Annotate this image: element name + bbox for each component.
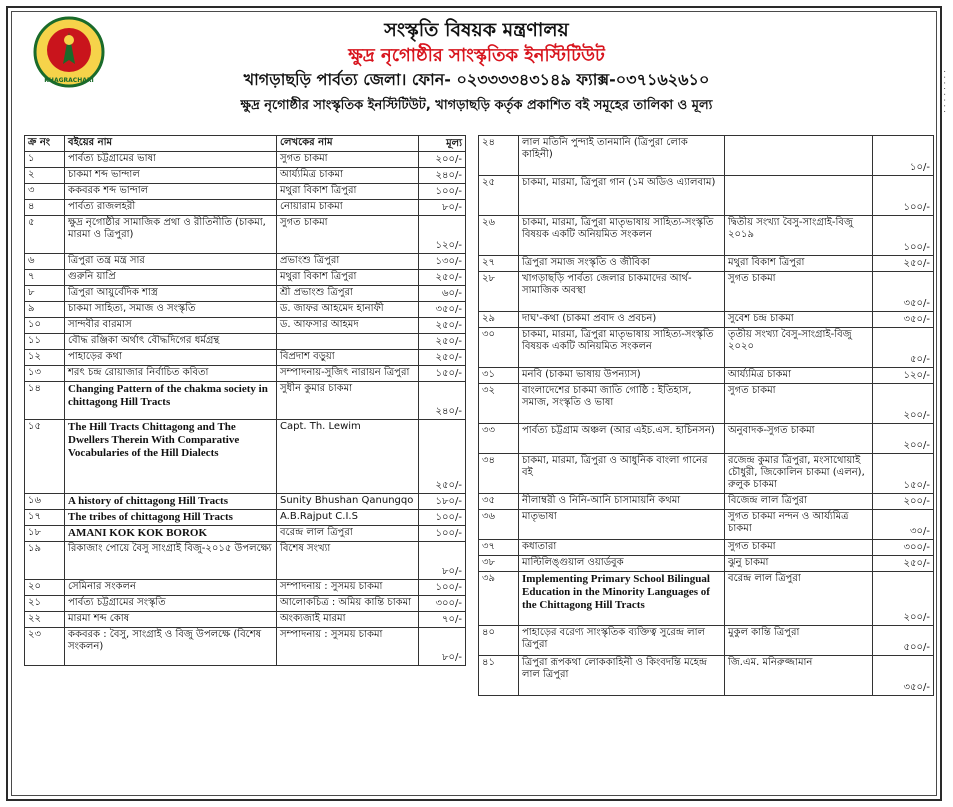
- book-title: দাঘ'-কথা (চাকমা প্রবাদ ও প্রবচন): [519, 312, 725, 328]
- book-title: ত্রিপুরা সমাজ সংস্কৃতি ও জীবিকা: [519, 256, 725, 272]
- serial-number: ২৩: [25, 628, 65, 666]
- table-row: [25, 318, 466, 334]
- table-row: [25, 526, 466, 542]
- book-title: Implementing Primary School Bilingual Education in the Minority Languages of the Chittagong Hill Tracts: [519, 572, 725, 626]
- book-title: পার্বত্য চট্টগ্রামের সংস্কৃতি: [65, 596, 277, 612]
- book-price: ২০০/-: [419, 152, 466, 168]
- book-author: রজেন্দ্র কুমার ত্রিপুরা, মংসাথোয়াই চৌধুরী, জিকোলিন চাকমা (এলন), রুলুক চাকমা: [725, 454, 873, 494]
- serial-number: ৩৬: [479, 510, 519, 540]
- table-row: [25, 366, 466, 382]
- book-author: সুগত চাকমা: [725, 384, 873, 424]
- book-author: Capt. Th. Lewim: [277, 420, 419, 494]
- book-author: সুগত চাকমা: [725, 272, 873, 312]
- book-author: সুগত চাকমা: [277, 152, 419, 168]
- serial-number: ১৩: [25, 366, 65, 382]
- serial-number: ৩৩: [479, 424, 519, 454]
- book-author: [725, 136, 873, 176]
- book-title: পাহাড়ের বরেণ্য সাংস্কৃতিক ব্যক্তিত্ব সুরেন্দ্র লাল ত্রিপুরা: [519, 626, 725, 656]
- table-row: [479, 556, 934, 572]
- serial-number: ২৯: [479, 312, 519, 328]
- table-row: [25, 542, 466, 580]
- book-author: বরেন্দ্র লাল ত্রিপুরা: [725, 572, 873, 626]
- book-title: ককবরক : বৈসু, সাংগ্রাই ও বিজু উপলক্ষে (বিশেষ সংকলন): [65, 628, 277, 666]
- book-author: আর্য্যমিত্র চাকমা: [725, 368, 873, 384]
- book-title: শরৎ চন্দ্র রোয়াজার নির্বাচিত কবিতা: [65, 366, 277, 382]
- table-row: [25, 184, 466, 200]
- book-price: ১০০/-: [419, 526, 466, 542]
- serial-number: ৩১: [479, 368, 519, 384]
- table-row: [479, 368, 934, 384]
- serial-number: ৩০: [479, 328, 519, 368]
- ministry-title: সংস্কৃতি বিষয়ক মন্ত্রণালয়: [384, 19, 569, 41]
- book-title: চাকমা, মারমা, ত্রিপুরা মাতৃভাষায় সাহিত্য-সংস্কৃতি বিষয়ক একটি অনিয়মিত সংকলন: [519, 328, 725, 368]
- book-author: ঝুনু চাকমা: [725, 556, 873, 572]
- book-author: [725, 176, 873, 216]
- book-price: ১২০/-: [873, 368, 934, 384]
- book-title: চাকমা শব্দ ভান্দাল: [65, 168, 277, 184]
- book-author: বরেন্দ্র লাল ত্রিপুরা: [277, 526, 419, 542]
- book-price: ৫০/-: [873, 328, 934, 368]
- book-title: মাতৃভাষা: [519, 510, 725, 540]
- table-row: [25, 168, 466, 184]
- book-title: ত্রিপুরা তন্ত্র মন্ত্র সার: [65, 254, 277, 270]
- table-row: [479, 272, 934, 312]
- book-price: ২৫০/-: [419, 420, 466, 494]
- book-author: সুগত চাকমা: [725, 540, 873, 556]
- book-price: ৩০০/-: [419, 596, 466, 612]
- table-row: [479, 256, 934, 272]
- serial-number: ৩৭: [479, 540, 519, 556]
- table-row: [479, 454, 934, 494]
- serial-number: ২৪: [479, 136, 519, 176]
- table-row: [479, 312, 934, 328]
- table-row: [25, 216, 466, 254]
- column-header-price: মূল্য: [419, 136, 466, 152]
- book-author: মথুরা বিকাশ ত্রিপুরা: [725, 256, 873, 272]
- serial-number: ২১: [25, 596, 65, 612]
- serial-number: ১৬: [25, 494, 65, 510]
- book-author: সম্পাদনায় : সুসময় চাকমা: [277, 580, 419, 596]
- serial-number: ১০: [25, 318, 65, 334]
- book-price: ৬০/-: [419, 286, 466, 302]
- book-title: পাহাড়ের কথা: [65, 350, 277, 366]
- book-author: Sunity Bhushan Qanungqo: [277, 494, 419, 510]
- table-row: [479, 540, 934, 556]
- serial-number: ৪১: [479, 656, 519, 696]
- book-title: The tribes of chittagong Hill Tracts: [65, 510, 277, 526]
- column-header-title: বইয়ের নাম: [65, 136, 277, 152]
- serial-number: ২: [25, 168, 65, 184]
- book-price: ১৫০/-: [419, 366, 466, 382]
- table-row: [25, 302, 466, 318]
- book-title: মনবি (চাকমা ভাষায় উপন্যাস): [519, 368, 725, 384]
- table-row: [479, 424, 934, 454]
- book-title: চাকমা, মারমা, ত্রিপুরা মাতৃভাষায় সাহিত্য-সংস্কৃতি বিষয়ক একটি অনিয়মিত সংকলন: [519, 216, 725, 256]
- book-price: ১০০/-: [873, 176, 934, 216]
- serial-number: ২৭: [479, 256, 519, 272]
- serial-number: ১৭: [25, 510, 65, 526]
- table-row: [25, 420, 466, 494]
- table-row: [479, 572, 934, 626]
- serial-number: ২৫: [479, 176, 519, 216]
- book-title: সেমিনার সংকলন: [65, 580, 277, 596]
- serial-number: ২০: [25, 580, 65, 596]
- serial-number: ২৬: [479, 216, 519, 256]
- book-title: চাকমা, মারমা, ত্রিপুরা ও আধুনিক বাংলা গানের বই: [519, 454, 725, 494]
- table-row: [479, 494, 934, 510]
- serial-number: ৩৯: [479, 572, 519, 626]
- book-price: ৮০/-: [419, 542, 466, 580]
- book-price: ২০০/-: [873, 572, 934, 626]
- book-title: পার্বত্য রাজলহরী: [65, 200, 277, 216]
- book-price: ৫০০/-: [873, 626, 934, 656]
- serial-number: ১৪: [25, 382, 65, 420]
- book-price: ৭০/-: [419, 612, 466, 628]
- serial-number: ৩: [25, 184, 65, 200]
- book-title: AMANI KOK KOK BOROK: [65, 526, 277, 542]
- book-author: [277, 334, 419, 350]
- book-author: ড. আফসার আহমদ: [277, 318, 419, 334]
- book-title: গুরুনি য়াপ্রি: [65, 270, 277, 286]
- book-author: নোয়ারাম চাকমা: [277, 200, 419, 216]
- book-title: মারমা শব্দ কোষ: [65, 612, 277, 628]
- book-price: ১০/-: [873, 136, 934, 176]
- book-price: ৩০০/-: [873, 540, 934, 556]
- serial-number: ১: [25, 152, 65, 168]
- book-title: পার্বত্য চট্টগ্রামের ভাষা: [65, 152, 277, 168]
- book-price: ২৫০/-: [873, 256, 934, 272]
- table-row: [25, 628, 466, 666]
- book-price: ২৫০/-: [419, 318, 466, 334]
- book-price: ৩০/-: [873, 510, 934, 540]
- table-row: [479, 136, 934, 176]
- book-author: সম্পাদনায় : সুসময় চাকমা: [277, 628, 419, 666]
- book-price: ২০০/-: [873, 384, 934, 424]
- book-price: ৩৫০/-: [419, 302, 466, 318]
- serial-number: ৩৮: [479, 556, 519, 572]
- table-row: [25, 270, 466, 286]
- serial-number: ৫: [25, 216, 65, 254]
- book-title: খাগড়াছড়ি পার্বত্য জেলার চাকমাদের আর্থ-সামাজিক অবস্থা: [519, 272, 725, 312]
- book-price: ১০০/-: [419, 580, 466, 596]
- side-margin-text: . . . . . . . .: [941, 70, 951, 113]
- book-author: প্রভাংশু ত্রিপুরা: [277, 254, 419, 270]
- serial-number: ১৫: [25, 420, 65, 494]
- serial-number: ২৮: [479, 272, 519, 312]
- table-row: [25, 596, 466, 612]
- book-price: ২৪০/-: [419, 168, 466, 184]
- book-author: সম্পাদনায়-সুজিৎ নারায়ন ত্রিপুরা: [277, 366, 419, 382]
- book-price: ২৪০/-: [419, 382, 466, 420]
- contact-line: খাগড়াছড়ি পার্বত্য জেলা। ফোন- ০২৩৩৩৩৪৩১৪৯ ফ্যাক্স-০৩৭১৬২৬১০: [243, 70, 710, 89]
- book-title: নীলাম্বরী ও নিনি-আনি চাসামায়নি কথমা: [519, 494, 725, 510]
- institute-title: ক্ষুদ্র নৃগোষ্ঠীর সাংস্কৃতিক ইনস্টিটিউট: [348, 45, 605, 66]
- book-price: ২০০/-: [873, 424, 934, 454]
- serial-number: ৩২: [479, 384, 519, 424]
- book-author: অংক্যজাই মারমা: [277, 612, 419, 628]
- book-price: ১০০/-: [873, 216, 934, 256]
- book-title: লাল মতিনি পুন্দাই তানমানি (ত্রিপুরা লোক কাহিনী): [519, 136, 725, 176]
- book-price: ১২০/-: [419, 216, 466, 254]
- book-author: সুধীন কুমার চাকমা: [277, 382, 419, 420]
- table-row: [25, 286, 466, 302]
- book-author: তৃতীয় সংখ্যা বৈসু-সাংগ্রাই-বিজু ২০২০: [725, 328, 873, 368]
- book-title: পার্বত্য চট্টগ্রাম অঞ্চল (আর এইচ.এস. হাচিনসন): [519, 424, 725, 454]
- table-row: [479, 626, 934, 656]
- book-price: ২৫০/-: [419, 350, 466, 366]
- book-price: ১৩০/-: [419, 254, 466, 270]
- table-row: [25, 510, 466, 526]
- serial-number: ৪০: [479, 626, 519, 656]
- book-title: ক্ষুদ্র নৃগোষ্ঠীর সামাজিক প্রথা ও রীতিনীতি (চাকমা, মারমা ও ত্রিপুরা): [65, 216, 277, 254]
- table-row: [25, 612, 466, 628]
- book-title: ককবরক শব্দ ভান্দাল: [65, 184, 277, 200]
- book-author: অনুবাদক-সুগত চাকমা: [725, 424, 873, 454]
- table-row: [25, 334, 466, 350]
- serial-number: ৭: [25, 270, 65, 286]
- book-title: The Hill Tracts Chittagong and The Dwellers Therein With Comparative Vocabularies of the Hill Dialects: [65, 420, 277, 494]
- table-row: [479, 510, 934, 540]
- serial-number: ১২: [25, 350, 65, 366]
- book-author: A.B.Rajput C.I.S: [277, 510, 419, 526]
- book-price: ২৫০/-: [419, 334, 466, 350]
- book-price: ১০০/-: [419, 184, 466, 200]
- column-header-serial: ক্র নং: [25, 136, 65, 152]
- logo-text: KHAGRACHARI: [44, 77, 94, 84]
- book-price: ৩৫০/-: [873, 312, 934, 328]
- serial-number: ৩৪: [479, 454, 519, 494]
- table-row: [25, 382, 466, 420]
- book-title: বাংলাদেশের চাকমা জাতি গোষ্ঠি : ইতিহাস, সমাজ, সংস্কৃতি ও ভাষা: [519, 384, 725, 424]
- table-row: [479, 176, 934, 216]
- book-author: আর্য্যমিত্র চাকমা: [277, 168, 419, 184]
- book-price: ২৫০/-: [419, 270, 466, 286]
- table-row: [25, 494, 466, 510]
- book-price: ২০০/-: [873, 494, 934, 510]
- table-row: [479, 328, 934, 368]
- column-header-author: লেখকের নাম: [277, 136, 419, 152]
- book-author: ড. জাফর আহমেদ হানাফী: [277, 302, 419, 318]
- table-row: [25, 152, 466, 168]
- book-price: ১০০/-: [419, 510, 466, 526]
- book-author: মথুরা বিকাশ ত্রিপুরা: [277, 184, 419, 200]
- book-author: বিজেন্দ্র লাল ত্রিপুরা: [725, 494, 873, 510]
- book-title: কধাতারা: [519, 540, 725, 556]
- book-title: বৌদ্ধ রঞ্জিকা অর্থাৎ বৌদ্ধদিগের ধর্মগ্রন্থ: [65, 334, 277, 350]
- book-title: ত্রিপুরা রূপকথা লোককাহিনী ও কিংবদন্তি মহেন্দ্র লাল ত্রিপুরা: [519, 656, 725, 696]
- list-subtitle: ক্ষুদ্র নৃগোষ্ঠীর সাংস্কৃতিক ইনস্টিটিউট, খাগড়াছড়ি কর্তৃক প্রকাশিত বই সমূহের তালিকা ও মূল্য: [240, 98, 713, 113]
- book-price: ৮০/-: [419, 200, 466, 216]
- serial-number: ২২: [25, 612, 65, 628]
- book-author: শ্রী প্রভাংশু ত্রিপুরা: [277, 286, 419, 302]
- book-title: মাল্টিলিঙ্গুয়াল ওয়ার্ডবুক: [519, 556, 725, 572]
- book-author: মুকুল কান্তি ত্রিপুরা: [725, 626, 873, 656]
- book-title: A history of chittagong Hill Tracts: [65, 494, 277, 510]
- book-price: ৮০/-: [419, 628, 466, 666]
- table-header-row: [25, 136, 466, 152]
- serial-number: ৮: [25, 286, 65, 302]
- serial-number: ১১: [25, 334, 65, 350]
- book-author: আলোকচিত্র : অমিয় কান্তি চাকমা: [277, 596, 419, 612]
- book-author: সুগত চাকমা নন্দন ও আর্য্যমিত্র চাকমা: [725, 510, 873, 540]
- book-price: ১৫০/-: [873, 454, 934, 494]
- table-row: [25, 200, 466, 216]
- book-author: জি.এম. মনিরুজ্জামান: [725, 656, 873, 696]
- serial-number: ১৯: [25, 542, 65, 580]
- table-row: [25, 350, 466, 366]
- book-price: ৩৫০/-: [873, 656, 934, 696]
- book-author: মথুরা বিকাশ ত্রিপুরা: [277, 270, 419, 286]
- table-row: [479, 384, 934, 424]
- serial-number: ৬: [25, 254, 65, 270]
- table-row: [479, 216, 934, 256]
- book-title: ত্রিপুরা আয়ুর্বেদিক শাস্ত্র: [65, 286, 277, 302]
- serial-number: ১৮: [25, 526, 65, 542]
- serial-number: ৯: [25, 302, 65, 318]
- serial-number: ৩৫: [479, 494, 519, 510]
- book-author: দ্বিতীয় সংখ্যা বৈসু-সাংগ্রাই-বিজু ২০১৯: [725, 216, 873, 256]
- book-price: ১৮০/-: [419, 494, 466, 510]
- table-row: [25, 580, 466, 596]
- table-row: [479, 656, 934, 696]
- book-title: Changing Pattern of the chakma society in chittagong Hill Tracts: [65, 382, 277, 420]
- book-table-left: [24, 135, 466, 666]
- book-table-right: [478, 135, 934, 696]
- book-title: রিকাজাং পোয়ে বৈসু সাংগ্রাই বিজু-২০১৫ উপলক্ষ্যে: [65, 542, 277, 580]
- book-author: বিশেষ সংখ্যা: [277, 542, 419, 580]
- book-title: সান্দবীর বারমাস: [65, 318, 277, 334]
- serial-number: ৪: [25, 200, 65, 216]
- book-title: চাকমা সাহিত্য, সমাজ ও সংস্কৃতি: [65, 302, 277, 318]
- book-author: বিপ্রদাশ বড়ুয়া: [277, 350, 419, 366]
- book-author: সুগত চাকমা: [277, 216, 419, 254]
- book-price: ৩৫০/-: [873, 272, 934, 312]
- book-price: ২৫০/-: [873, 556, 934, 572]
- book-author: সুবেশ চন্দ্র চাকমা: [725, 312, 873, 328]
- table-row: [25, 254, 466, 270]
- book-title: চাকমা, মারমা, ত্রিপুরা গান (১ম অডিও এ্যালবাম): [519, 176, 725, 216]
